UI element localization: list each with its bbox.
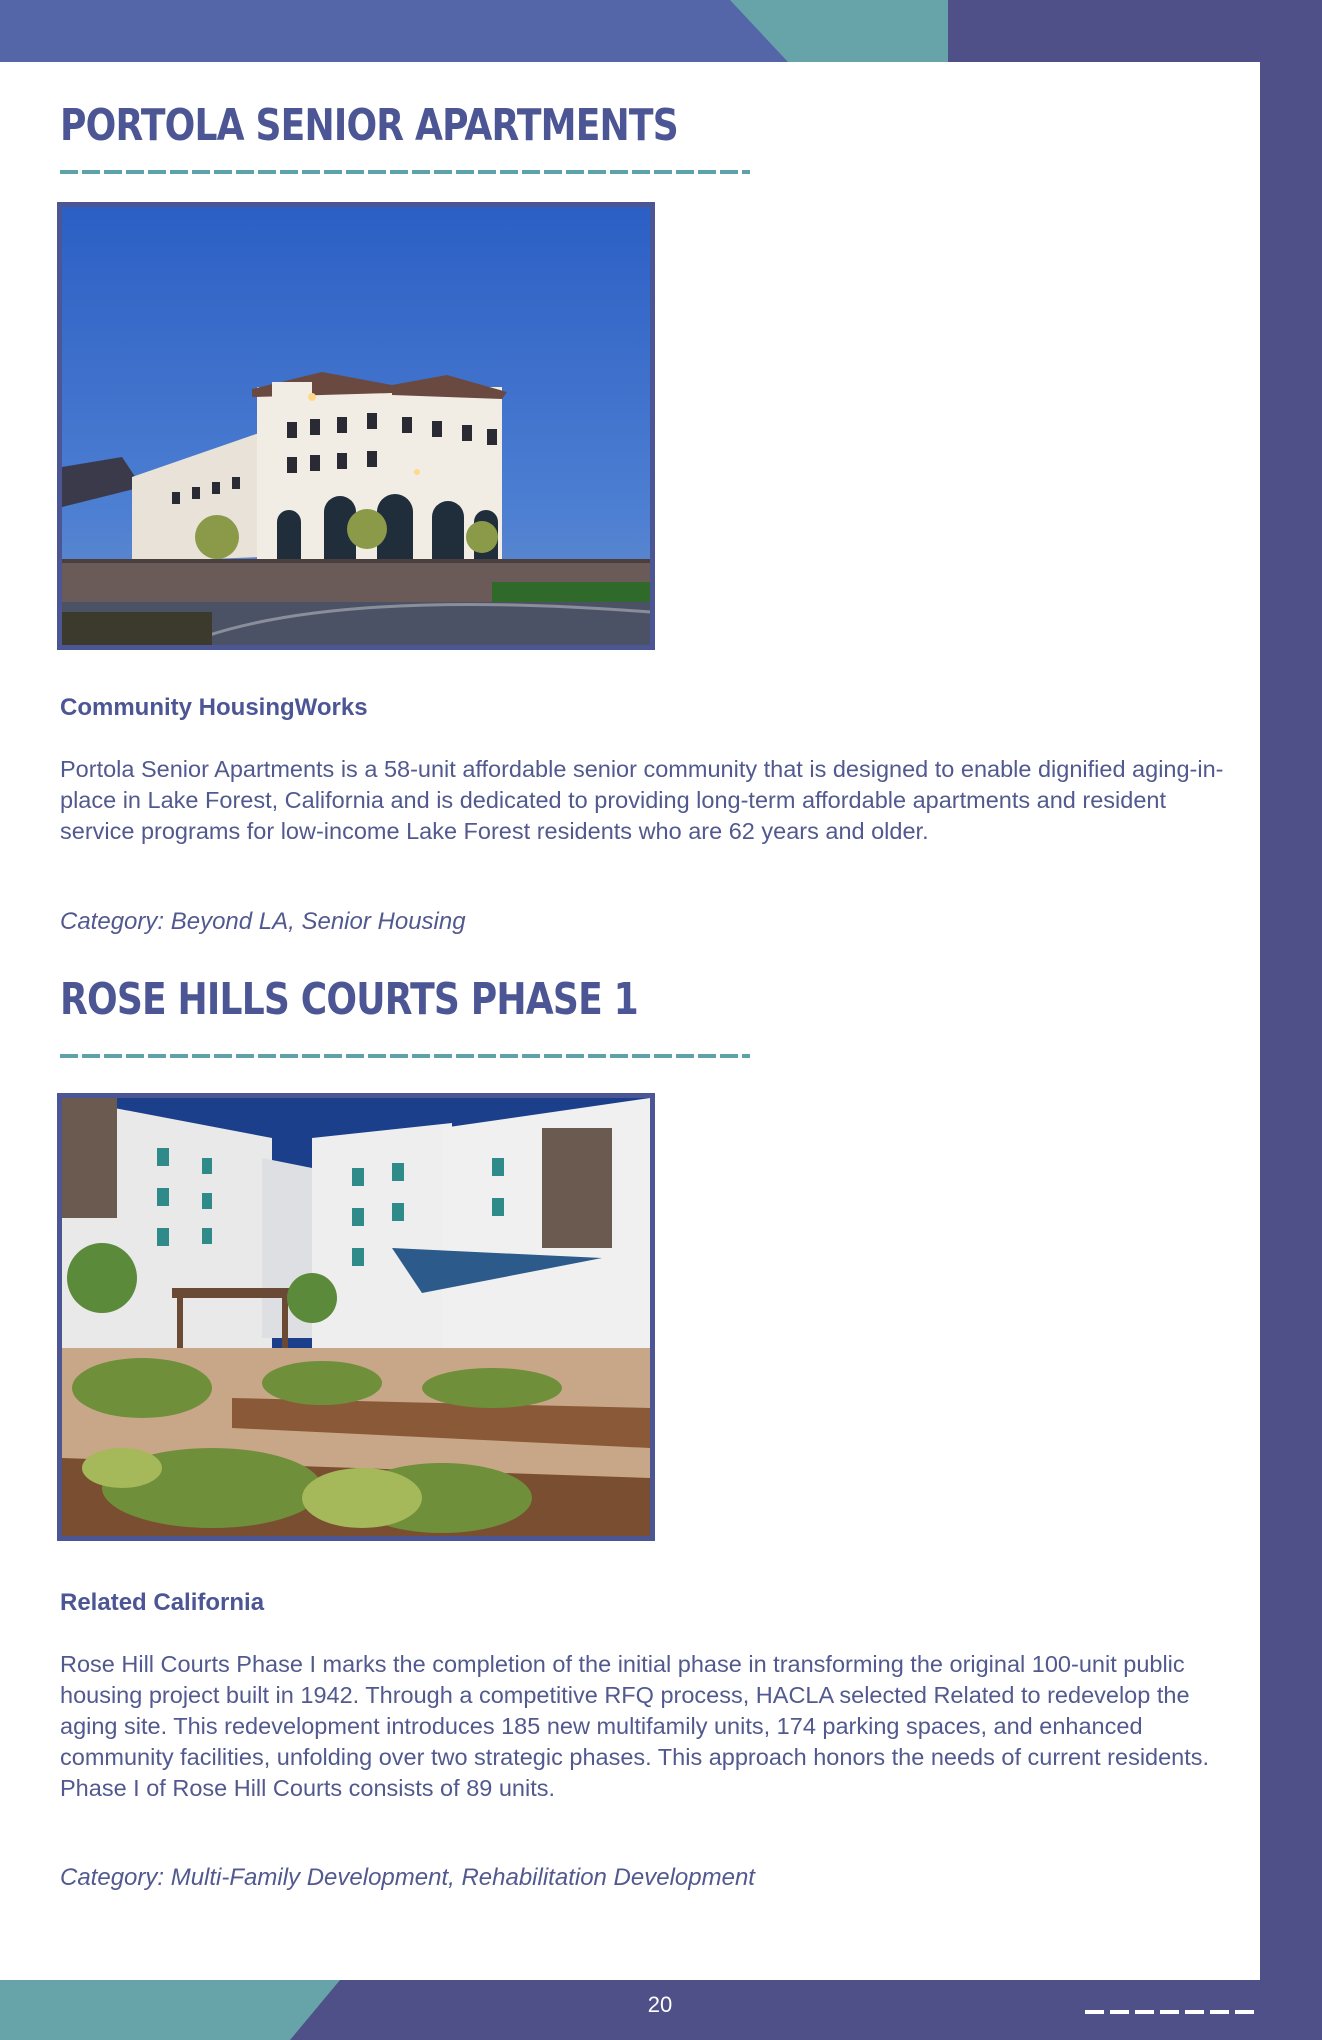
- project-description: Rose Hill Courts Phase I marks the completion of the initial phase in transforming the original 100-unit public housing project built in 1942. Through a competitive RFQ process, HACLA selected Related to redevelop the aging site. This redevelopment introduces 185 new multifamily units, 174 parking spaces, and enhanced community facilities, unfolding over two strategic phases. This approach honors the needs of current residents. Phase I of Rose Hill Courts consists of 89 units.: [60, 1651, 1210, 1801]
- project-organization: Community HousingWorks: [60, 694, 368, 721]
- project-organization: Related California: [60, 1589, 265, 1616]
- rose-hills-courtyard-photo: [57, 1093, 655, 1541]
- project-title: ROSE HILLS COURTS PHASE 1: [60, 974, 638, 1025]
- project-category: Category: Beyond LA, Senior Housing: [60, 908, 466, 935]
- footer-dash-decoration: [1085, 2010, 1260, 2014]
- project-category: Category: Multi-Family Development, Rehabilitation Development: [60, 1864, 755, 1891]
- project-description: Portola Senior Apartments is a 58-unit affordable senior community that is designed to enable dignified aging-in-place in Lake Forest, California and is dedicated to providing long-term affordable apartments and resident service programs for low-income Lake Forest residents who are 62 years and older.: [60, 756, 1224, 844]
- portola-building-photo: [57, 202, 655, 650]
- right-side-bar: [1260, 0, 1322, 2040]
- page-content: [0, 62, 1260, 1980]
- page-footer: [0, 1980, 1322, 2040]
- footer-teal-accent: [0, 1980, 340, 2040]
- project-title: PORTOLA SENIOR APARTMENTS: [60, 100, 678, 151]
- title-dash-divider: [60, 1054, 750, 1058]
- title-dash-divider: [60, 170, 750, 174]
- page-number: 20: [647, 1992, 673, 2017]
